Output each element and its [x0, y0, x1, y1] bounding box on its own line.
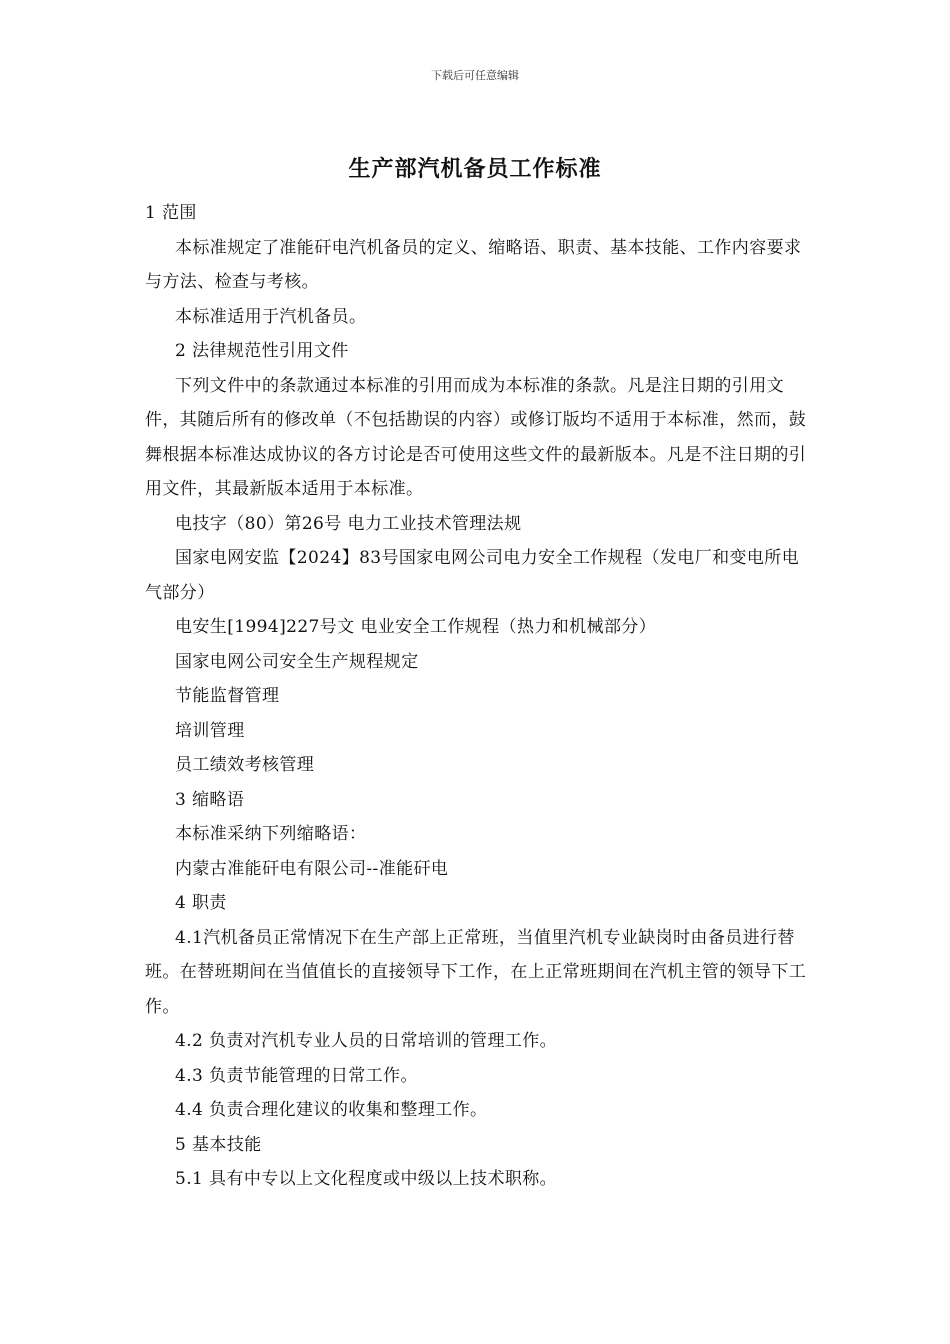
paragraph: 下列文件中的条款通过本标准的引用而成为本标准的条款。凡是注日期的引用文件，其随后所有的修改单（不包括勘误的内容）或修订版均不适用于本标准，然而，鼓舞根据本标准达成协议的各方讨论是否可使用这些文件的最新版本。凡是不注日期的引用文件，其最新版本适用于本标准。 — [145, 375, 807, 499]
reference-item: 国家电网公司安全生产规程规定 — [175, 651, 419, 672]
section-heading-references: 2 法律规范性引用文件 — [175, 341, 349, 361]
paragraph: 本标准适用于汽机备员。 — [175, 306, 367, 327]
page-header-note: 下载后可任意编辑 — [431, 69, 519, 82]
section-heading-scope: 1 范围 — [145, 203, 197, 223]
duty-item: 4.1汽机备员正常情况下在生产部上正常班，当值里汽机专业缺岗时由备员进行替班。在替班期间在当值值长的直接领导下工作，在上正常班期间在汽机主管的领导下工作。 — [145, 927, 807, 1017]
section-heading-abbreviations: 3 缩略语 — [175, 789, 245, 810]
document-body — [145, 196, 807, 1197]
reference-item: 节能监督管理 — [175, 686, 280, 706]
reference-item: 国家电网安监【2024】83号国家电网公司电力安全工作规程（发电厂和变电所电气部分） — [145, 548, 800, 603]
section-heading-duties: 4 职责 — [175, 893, 227, 913]
duty-item: 4.3 负责节能管理的日常工作。 — [175, 1065, 418, 1086]
reference-item: 电安生[1994]227号文 电业安全工作规程（热力和机械部分） — [175, 617, 657, 637]
document-title: 生产部汽机备员工作标准 — [348, 156, 602, 182]
skill-item: 5.1 具有中专以上文化程度或中级以上技术职称。 — [175, 1169, 558, 1189]
paragraph: 本标准采纳下列缩略语： — [175, 824, 367, 844]
paragraph: 本标准规定了准能矸电汽机备员的定义、缩略语、职责、基本技能、工作内容要求与方法、检查与考核。 — [145, 237, 802, 292]
duty-item: 4.2 负责对汽机专业人员的日常培训的管理工作。 — [175, 1031, 558, 1051]
section-heading-skills: 5 基本技能 — [175, 1134, 262, 1155]
duty-item: 4.4 负责合理化建议的收集和整理工作。 — [175, 1100, 488, 1120]
paragraph: 内蒙古准能矸电有限公司--准能矸电 — [175, 858, 449, 879]
reference-item: 员工绩效考核管理 — [175, 755, 315, 775]
reference-item: 培训管理 — [175, 720, 245, 741]
reference-item: 电技字（80）第26号 电力工业技术管理法规 — [175, 513, 522, 534]
